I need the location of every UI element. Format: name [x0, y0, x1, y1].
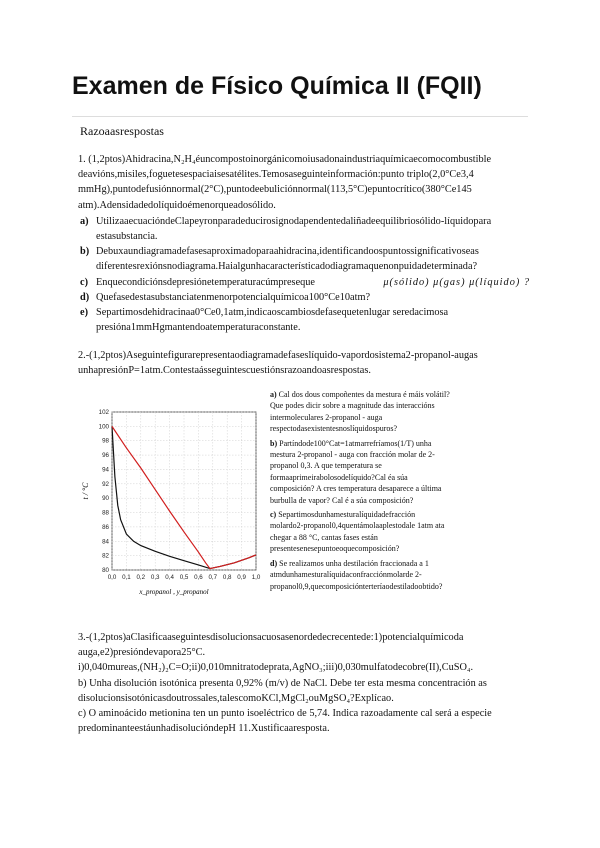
- question-2-item-d: d) Se realizamos unha destilación fraccionada a 1 atmdunhamesturalíquidaconfracciónmolarde 2-propanol0,9,quecomposiciónterteríaodestiladoobtido?: [270, 558, 443, 591]
- x-tick-label: 0,5: [179, 574, 189, 581]
- y-tick-label: 82: [102, 552, 109, 560]
- question-1-item-b: b) Debuxaundiagramadefasesaproximadoparaahidracina,identificandoospuntossignificativoseas diferentesrexiónsnodiagrama.Haialgunhacaracterísticadodiagramaquenonpuidadeterminada?: [80, 246, 479, 273]
- y-tick-label: 84: [102, 538, 109, 546]
- x-tick-label: 0,9: [237, 574, 246, 581]
- x-tick-label: 0,0: [107, 574, 117, 581]
- question-2-item-b: b) Partíndode100°Cat=1atmarrefríamos(1/T) unha mestura 2-propanol - auga con fracción molar de 2-propanol 0,3. A que temperatura se formaaprimeirabolosodelíquido?Cal éa súa composición? A cres temperatura desaparece a última burbulla de vapor? Cal é a súa composición?: [270, 438, 442, 505]
- y-tick-label: 86: [102, 523, 109, 531]
- x-tick-label: 0,6: [194, 574, 203, 581]
- x-tick-label: 0,4: [165, 574, 174, 581]
- chemical-potential-expression: μ(sólido) μ(gas) μ(líquido) ?: [383, 276, 530, 288]
- question-2-item-a: a) Cal dos dous compoñentes da mestura é máis volátil? Que podes dicir sobre a magnitude das interaccións intermoleculares 2-propanol - auga respectodasexistentesnoslíquidospuros?: [270, 390, 450, 434]
- y-tick-label: 80: [102, 567, 109, 574]
- y-tick-label: 92: [102, 480, 109, 488]
- question-1-item-d: d) Quefasedestasubstanciatenmenorpotencialquímicoa100°Ce10atm?: [80, 291, 371, 303]
- page-title: Examen de Físico Química II (FQII): [72, 72, 482, 100]
- y-axis-label: t / °C: [81, 482, 90, 500]
- y-tick-label: 94: [102, 466, 109, 474]
- question-2-items: [270, 389, 450, 595]
- x-axis-label: x_propanol , y_propanol: [139, 588, 209, 596]
- question-3-text: 3.-(1,2ptos)aClasificaaseguintesdisolucionsacuosasenordedecrecentede:1)potencialquímicoda auga,e2)presióndevapora25°C.: [78, 632, 464, 659]
- question-1: [78, 152, 530, 335]
- question-1-item-c: c) Enquecondiciónsdepresiónetemperaturacúmpreseque μ(sólido) μ(gas) μ(líquido) ?: [78, 275, 530, 290]
- y-tick-label: 90: [102, 495, 109, 503]
- question-1-item-a: a) UtilizaaecuacióndeClapeyronparadeducirosignodapendentedaliñadeequilibriosólido-líquidopara estasubstancia.: [80, 215, 492, 243]
- x-tick-label: 0,7: [208, 574, 218, 581]
- y-tick-label: 98: [102, 437, 109, 445]
- question-3-line-c: c) O aminoácido metionina ten un punto isoeléctrico de 5,74. Indica razoadamente cal será a especie predominanteestáunhadisolucióndepH 11.Xustificaaresposta.: [78, 708, 492, 735]
- y-tick-label: 88: [102, 509, 109, 517]
- question-3: [78, 630, 530, 736]
- x-tick-label: 0,3: [150, 574, 160, 581]
- question-2-item-c: c) Separtimosdunhamesturalíquidadefracción molardo2-propanol0,4quentámolaaplestodale 1atm ata chegar a 88 °C, cantas fases están presentesenesepuntoeoquecomposición?: [270, 510, 445, 554]
- x-tick-label: 1,0: [251, 574, 261, 581]
- question-3-line-b: b) Unha disolución isotónica presenta 0,92% (m/v) de NaCl. Debe ter esta mesma concentración as disolucionsisotónicasdoutrossales,talescomoKCl,MgCl₂ouMgSO₄?Explícao.: [78, 677, 487, 704]
- title-divider: [72, 116, 528, 117]
- phase-diagram-chart: [78, 390, 264, 600]
- y-tick-label: 96: [102, 452, 109, 460]
- y-tick-label: 100: [98, 423, 109, 431]
- question-1-item-e: e) Separtimosdehidracinaa0°Ce0,1atm,indicaoscambiosdefasequetenlugar seredacimosa presióna1mmHgmantendoatemperaturaconstante.: [80, 307, 449, 334]
- y-tick-label: 102: [98, 409, 109, 416]
- question-2: [78, 348, 530, 378]
- x-tick-label: 0,2: [136, 574, 146, 581]
- question-1-items: [78, 214, 530, 336]
- question-3-line-i: i)0,040mureas,(NH₂)₂C=O;ii)0,010mnitratodeprata,AgNO₃;iii)0,030mulfatodecobre(II),CuSO₄.: [78, 662, 474, 674]
- question-1-text: 1. (1,2ptos)Ahidracina,N₂H₄éuncompostoinorgánicomoiusadonaindustriaquímicaecomocombustible deavións,misiles,foguetesespaciaisesatélites.Temosaseguinteinformación:punto triplo(2,0°Ce3,4 mmHg),puntodefusiónnormal(2°C),puntodeebuliciónnormal(113,5°C)epuntocrítico(380°Ce145 atm).Adensidadedolíquidoémenorqueadosólido.: [78, 154, 492, 211]
- x-tick-label: 0,8: [222, 574, 232, 581]
- x-tick-label: 0,1: [122, 574, 131, 581]
- question-2-text: 2.-(1,2ptos)Aseguintefigurarepresentaodiagramadefaseslíquido-vapordosistema2-propanol-augas unhapresiónP=1atm.Contestaásseguintescuestiónsrazoandoasrespostas.: [78, 350, 478, 377]
- instructions: Razoaasrespostas: [80, 124, 164, 138]
